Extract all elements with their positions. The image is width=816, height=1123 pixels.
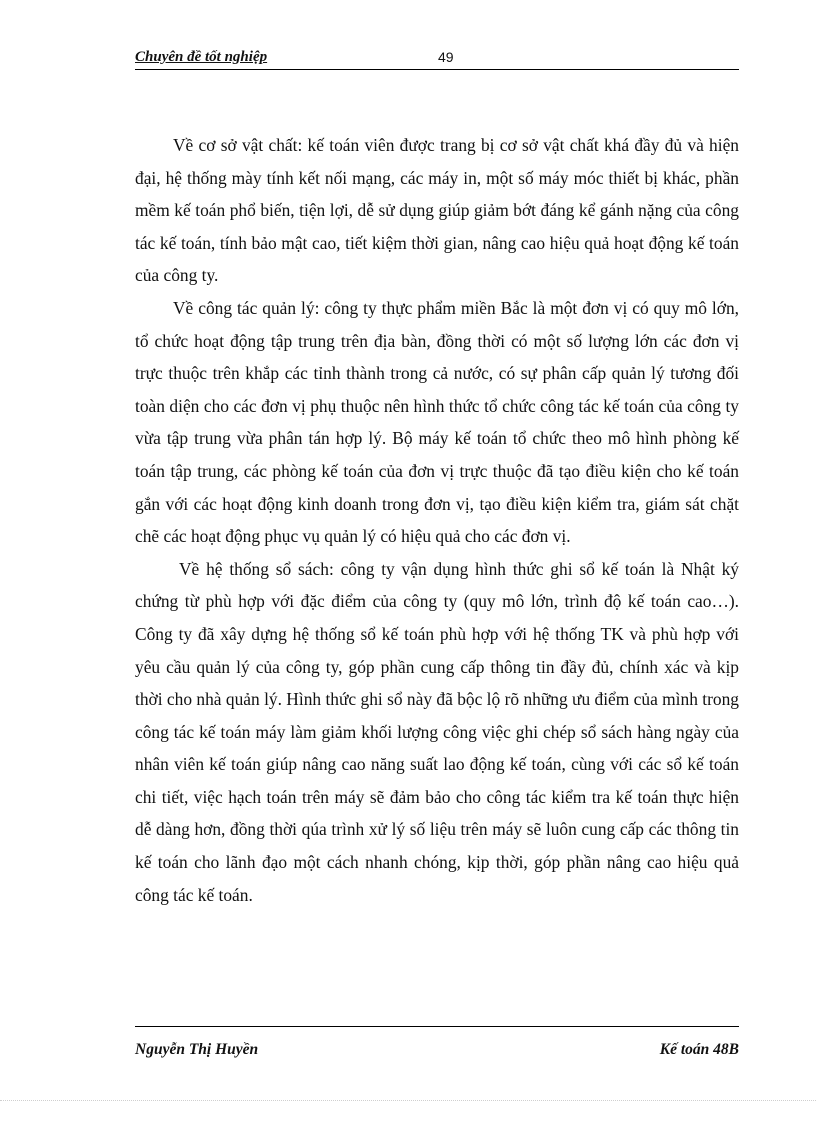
- page-number: 49: [438, 49, 454, 65]
- page-edge-divider: [0, 1100, 816, 1101]
- footer-class: Kế toán 48B: [659, 1041, 739, 1058]
- paragraph-management: Về công tác quản lý: công ty thực phẩm miền Bắc là một đơn vị có quy mô lớn, tổ chức hoạt động tập trung trên địa bàn, đồng thời có một số lượng lớn các đơn vị trực thuộc trên khắp các tỉnh thành trong cả nước, có sự phân cấp quản lý tương đối toàn diện cho các đơn vị phụ thuộc nên hình thức tổ chức công tác kế toán của công ty vừa tập trung vừa phân tán hợp lý. Bộ máy kế toán tổ chức theo mô hình phòng kế toán tập trung, các phòng kế toán của đơn vị trực thuộc đã tạo điều kiện cho kế toán gắn với các hoạt động kinh doanh trong đơn vị, tạo điều kiện kiểm tra, giám sát chặt chẽ các hoạt động phục vụ quản lý có hiệu quả cho các đơn vị.: [135, 297, 739, 547]
- document-body: [135, 129, 739, 911]
- page-header: [135, 48, 739, 70]
- footer-author: Nguyễn Thị Huyền: [135, 1041, 259, 1058]
- header-title: Chuyên đề tốt nghiệp: [135, 49, 268, 65]
- page-footer: [135, 1026, 739, 1059]
- paragraph-facilities: Về cơ sở vật chất: kế toán viên được trang bị cơ sở vật chất khá đầy đủ và hiện đại, hệ thống mày tính kết nối mạng, các máy in, một số máy móc thiết bị khác, phần mềm kế toán phổ biến, tiện lợi, dễ sử dụng giúp giảm bớt đáng kể gánh nặng của công tác kế toán, tính bảo mật cao, tiết kiệm thời gian, nâng cao hiệu quả hoạt động kế toán của công ty.: [135, 135, 739, 286]
- paragraph-bookkeeping: Về hệ thống sổ sách: công ty vận dụng hình thức ghi sổ kế toán là Nhật ký chứng từ phù hợp với đặc điểm của công ty (quy mô lớn, trình độ kế toán cao…). Công ty đã xây dựng hệ thống sổ kế toán phù hợp với hệ thống TK và phù hợp với yêu cầu quản lý của công ty, góp phần cung cấp thông tin đầy đủ, chính xác và kịp thời cho nhà quản lý. Hình thức ghi sổ này đã bộc lộ rõ những ưu điểm của mình trong công tác kế toán máy làm giảm khối lượng công việc ghi chép sổ sách hàng ngày của nhân viên kế toán giúp nâng cao năng suất lao động kế toán, cùng với các sổ kế toán chi tiết, việc hạch toán trên máy sẽ đảm bảo cho công tác kiểm tra kế toán thực hiện dễ dàng hơn, đồng thời qúa trình xử lý số liệu trên máy sẽ luôn cung cấp các thông tin kế toán cho lãnh đạo một cách nhanh chóng, kịp thời, góp phần nâng cao hiệu quả công tác kế toán.: [135, 558, 739, 905]
